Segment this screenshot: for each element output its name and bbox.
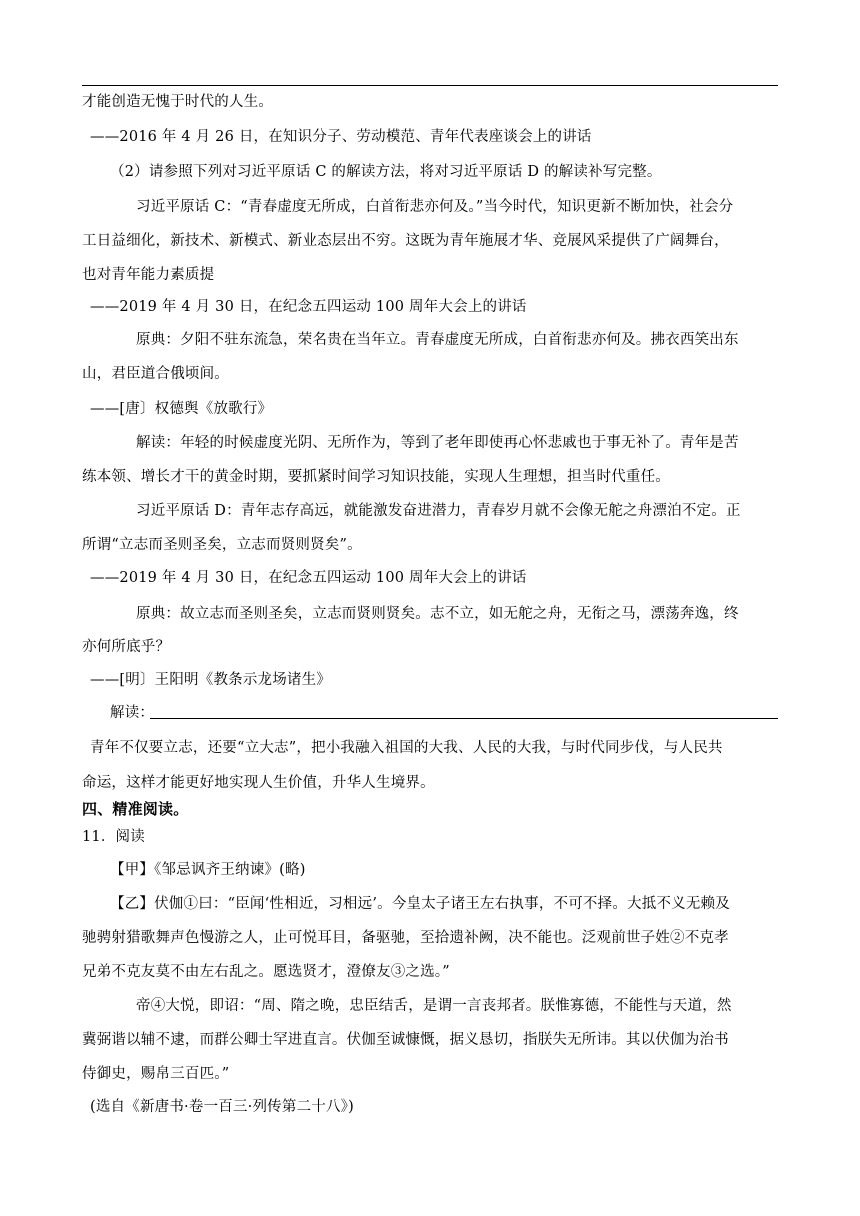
text-line: 工日益细化，新技术、新模式、新业态层出不穷。这既为青年施展才华、竞展风采提供了广阔舞台， — [82, 233, 729, 249]
text-line: 才能创造无愧于时代的人生。 — [82, 94, 274, 110]
section-heading: 四、精准阅读。 — [82, 800, 189, 818]
source-line: ——2019 年 4 月 30 日，在纪念五四运动 100 周年大会上的讲话 — [90, 570, 527, 586]
answer-label: 解读： — [110, 705, 155, 721]
source-line: ——2019 年 4 月 30 日，在纪念五四运动 100 周年大会上的讲话 — [90, 299, 527, 315]
text-line: 山，君臣道合俄顷间。 — [82, 366, 229, 382]
text-line: 也对青年能力素质提 — [82, 267, 215, 283]
text-line: 冀弼谐以辅不逮，而群公卿士罕进直言。伏伽至诚慷慨，据义恳切，指朕失无所讳。其以伏伽为治书 — [82, 1032, 729, 1048]
text-line: 兄弟不克友莫不由左右乱之。愿选贤才，澄僚友③之选。” — [82, 964, 450, 980]
text-line: 解读：年轻的时候虚度光阴、无所作为，等到了老年即使再心怀悲戚也于事无补了。青年是苦 — [136, 435, 739, 451]
text-line: 帝④大悦，即诏：“周、隋之晚，忠臣结舌，是谓一言丧邦者。朕惟寡德，不能性与天道，然 — [136, 998, 732, 1014]
question-number: 11．阅读 — [82, 829, 145, 845]
source-line: ——[唐〕权德舆《放歌行》 — [90, 401, 273, 417]
text-line: 原典：故立志而圣则圣矣，立志而贤则贤矣。志不立，如无舵之舟，无衔之马，漂荡奔逸，终 — [136, 606, 739, 622]
text-line: 练本领、增长才干的黄金时期，要抓紧时间学习知识技能，实现人生理想，担当时代重任。 — [82, 469, 670, 485]
text-line: 习近平原话 C：“青春虚度无所成，白首衔悲亦何及。”当今时代，知识更新不断加快，社会分 — [136, 199, 734, 215]
text-line: 青年不仅要立志，还要“立大志”，把小我融入祖国的大我、人民的大我，与时代同步伐，与人民共 — [90, 740, 723, 756]
citation: (选自《新唐书·卷一百三·列传第二十八》) — [90, 1099, 354, 1115]
header-rule — [82, 85, 778, 86]
passage-jia: 【甲】《邹忌讽齐王纳谏》(略) — [110, 862, 306, 878]
text-line: 命运，这样才能更好地实现人生价值，升华人生境界。 — [82, 775, 435, 791]
text-line: 亦何所底乎？ — [82, 639, 171, 655]
text-line: 侍御史，赐帛三百匹。” — [82, 1066, 230, 1082]
passage-yi: 【乙】伏伽①曰：“臣闻‘性相近，习相远’。今皇太子诸王左右执事，不可不择。大抵不义无赖及 — [110, 896, 730, 912]
text-line: 驰骋射猎歌舞声色慢游之人，止可悦耳目，备驱驰，至拾遗补阙，决不能也。泛观前世子姓②不克孝 — [82, 930, 729, 946]
text-line: 原典：夕阳不驻东流急，荣名贵在当年立。青春虚度无所成，白首衔悲亦何及。拂衣西笑出东 — [136, 332, 739, 348]
source-line: ——[明〕王阳明《教条示龙场诸生》 — [90, 672, 332, 688]
text-line: 所谓“立志而圣则圣矣，立志而贤则贤矣”。 — [82, 537, 362, 553]
text-line: 习近平原话 D：青年志存高远，就能激发奋进潜力，青春岁月就不会像无舵之舟漂泊不定。正 — [136, 503, 741, 519]
question-prompt: （2）请参照下列对习近平原话 C 的解读方法，将对习近平原话 D 的解读补写完整。 — [110, 164, 662, 180]
answer-blank-line[interactable] — [150, 718, 778, 719]
source-line: ——2016 年 4 月 26 日，在知识分子、劳动模范、青年代表座谈会上的讲话 — [90, 129, 592, 145]
